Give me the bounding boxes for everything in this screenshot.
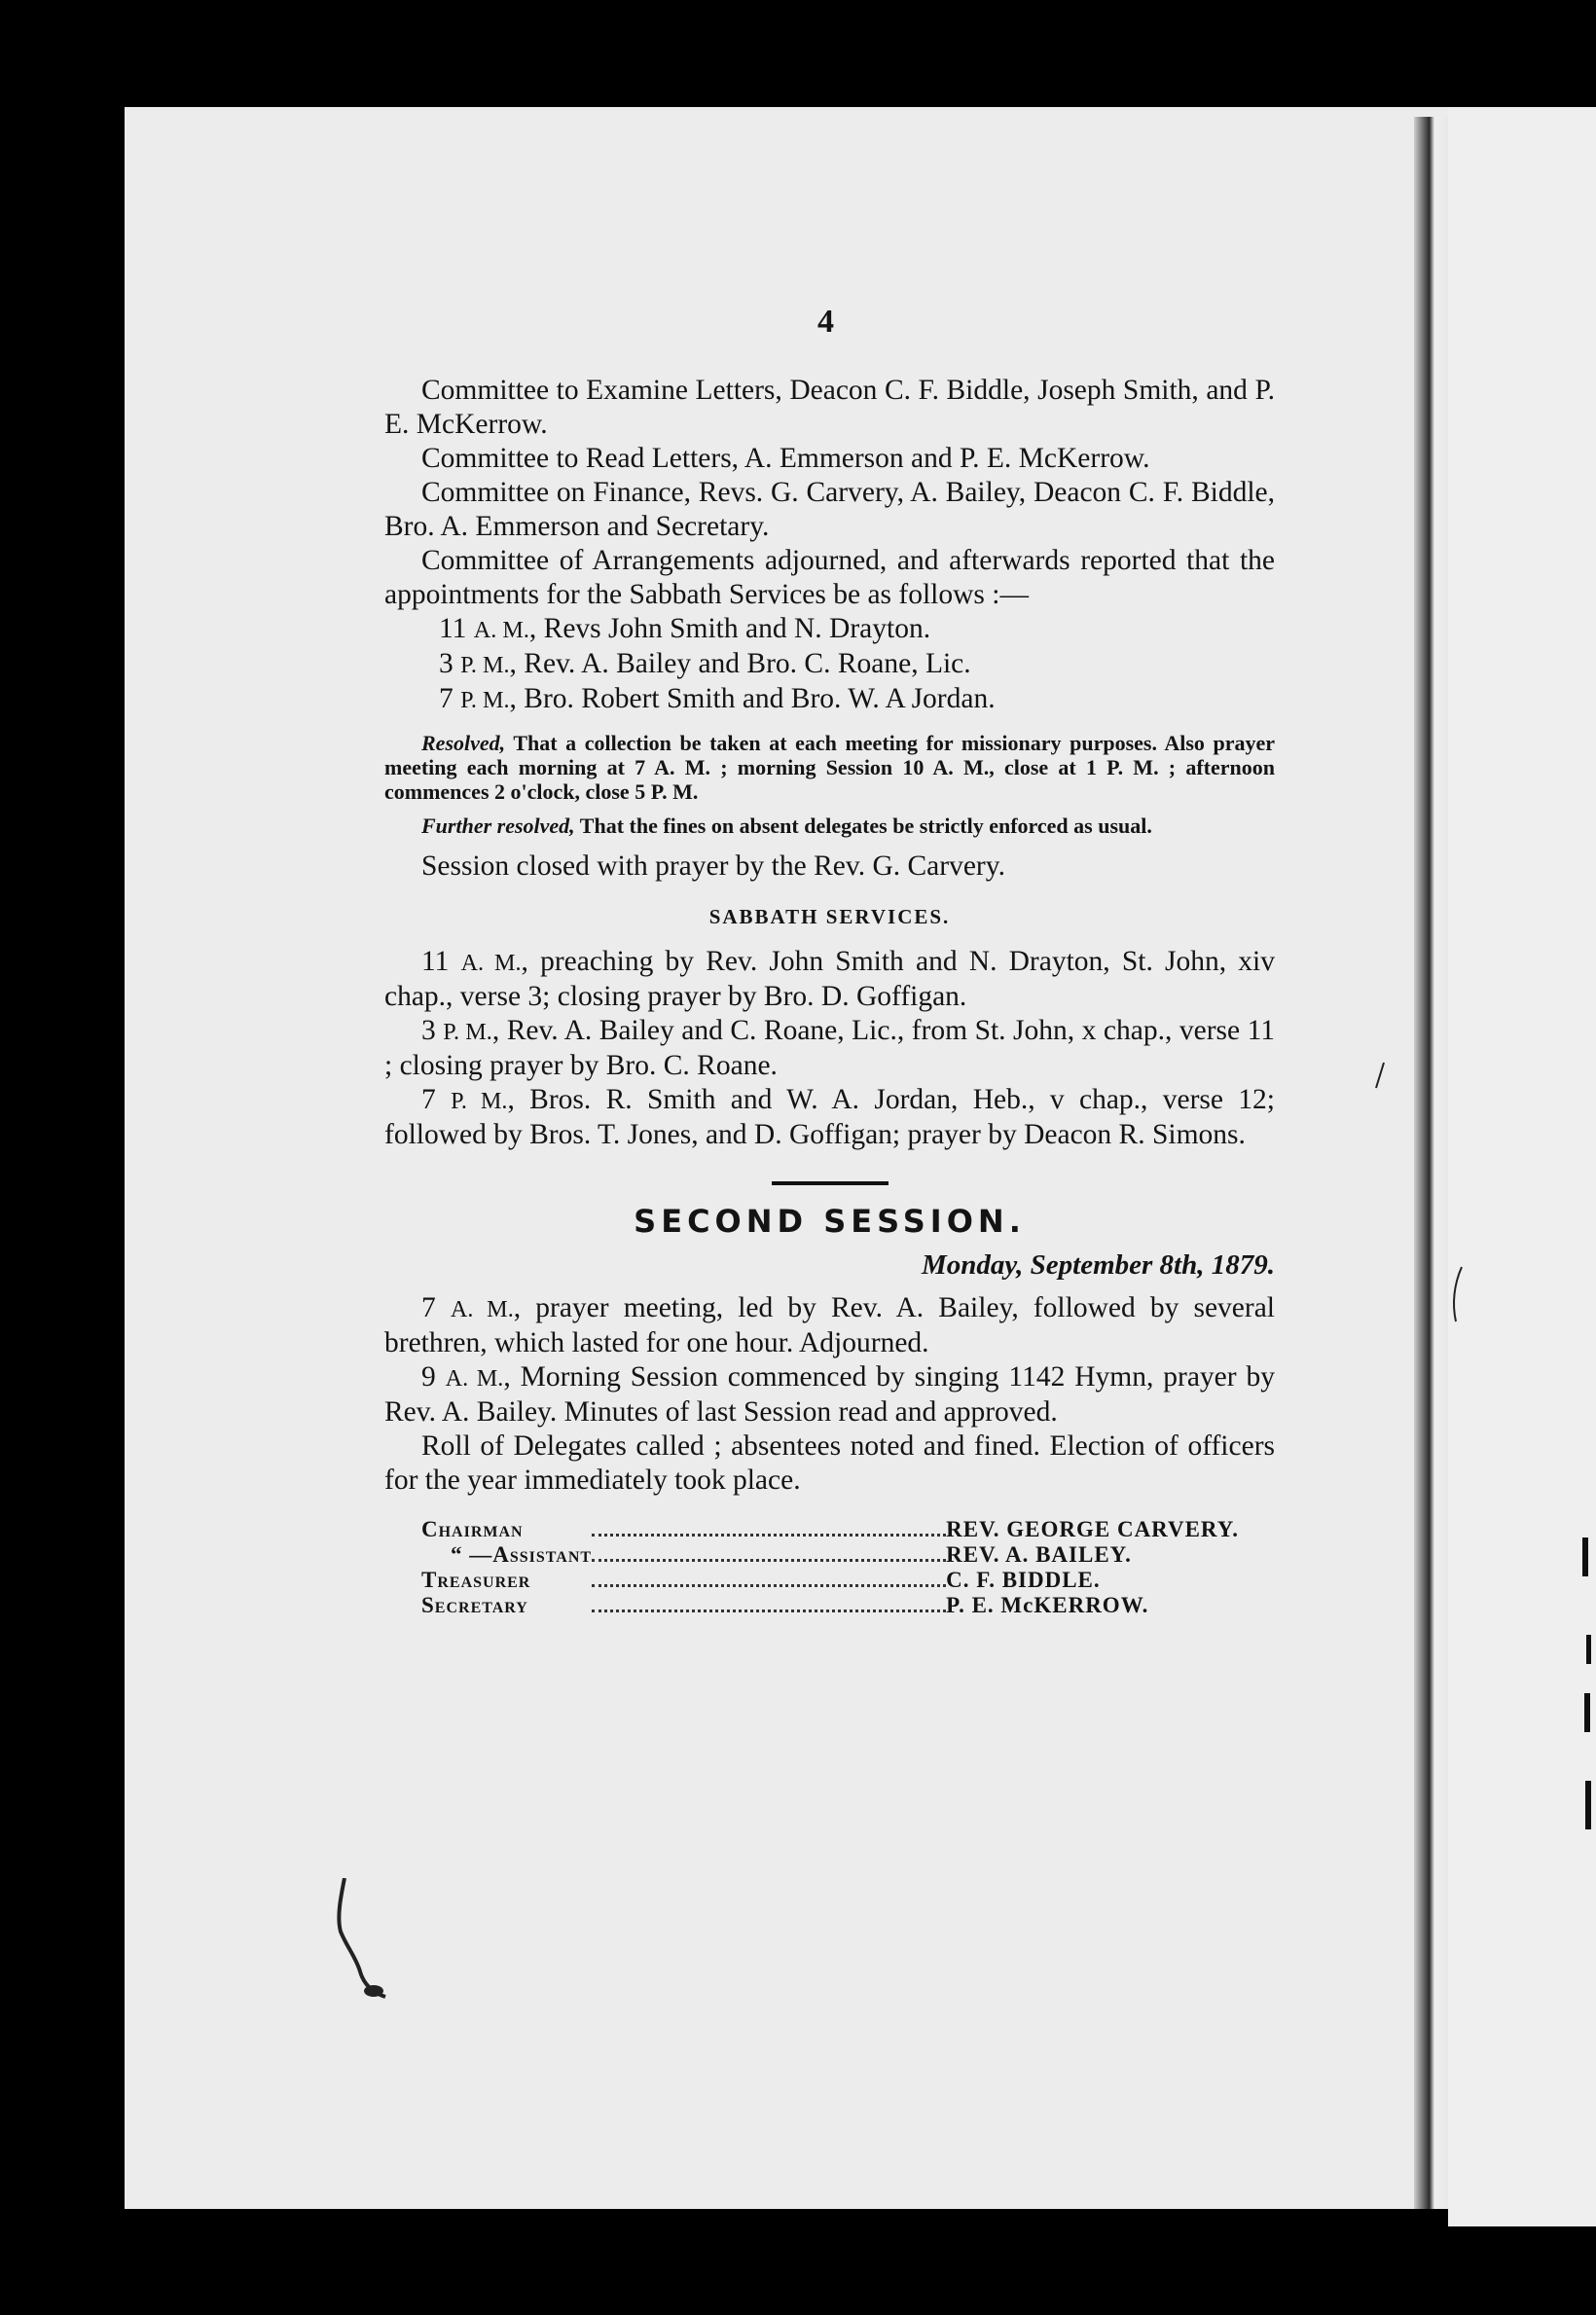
officer-row bbox=[421, 1517, 1239, 1542]
schedule-period: P. M. bbox=[460, 687, 510, 713]
committees-block bbox=[384, 374, 1275, 1618]
edge-speck bbox=[1584, 1693, 1590, 1732]
resolution-lead: Resolved, bbox=[421, 731, 506, 755]
officer-name: C. F. BIDDLE. bbox=[946, 1568, 1101, 1592]
leader-dots bbox=[592, 1517, 946, 1542]
resolution-text: That the fines on absent delegates be strictly enforced as usual. bbox=[574, 814, 1152, 838]
schedule-period: A. M. bbox=[473, 617, 529, 643]
lizard-ink-mark bbox=[331, 1878, 399, 2005]
page-fold bbox=[1414, 117, 1448, 2209]
sabbath-services-heading: SABBATH SERVICES. bbox=[708, 905, 951, 928]
leader-dots bbox=[592, 1568, 946, 1593]
sabbath-item bbox=[384, 945, 1275, 1014]
edge-speck bbox=[1582, 1537, 1588, 1576]
schedule-line bbox=[384, 647, 1275, 682]
schedule-text: , Revs John Smith and N. Drayton. bbox=[528, 613, 931, 644]
resolution-paragraph bbox=[384, 731, 1275, 804]
session-period: A. M. bbox=[450, 1296, 514, 1322]
session-date: Monday, September 8th, 1879. bbox=[921, 1249, 1275, 1281]
leader-dots bbox=[592, 1593, 946, 1618]
committee-paragraph: Committee to Read Letters, A. Emmerson and P. E. McKerrow. bbox=[421, 443, 1150, 474]
session-time: 9 bbox=[421, 1361, 436, 1393]
session-paragraph bbox=[384, 1360, 1275, 1429]
session-text: , Morning Session commenced by singing 1142 Hymn, prayer by Rev. A. Bailey. Minutes of last Session read and approved. bbox=[384, 1361, 1275, 1428]
roll-call-paragraph: Roll of Delegates called ; absentees noted and fined. Election of officers for the year immediately took place. bbox=[384, 1430, 1275, 1496]
officer-row bbox=[421, 1593, 1239, 1618]
committee-paragraph: Committee of Arrangements adjourned, and afterwards reported that the appointments for the Sabbath Services be as follows :— bbox=[384, 545, 1275, 610]
sabbath-item bbox=[384, 1083, 1275, 1152]
schedule-time: 7 bbox=[439, 683, 453, 714]
ink-tick-mark bbox=[1370, 1061, 1390, 1090]
sabbath-text: , preaching by Rev. John Smith and N. Drayton, St. John, xiv chap., verse 3; closing prayer by Bro. D. Goffigan. bbox=[384, 946, 1275, 1012]
schedule-line bbox=[384, 612, 1275, 647]
sabbath-period: P. M. bbox=[451, 1088, 508, 1114]
officer-name: REV. GEORGE CARVERY. bbox=[946, 1517, 1239, 1541]
leader-dots bbox=[592, 1542, 946, 1568]
session-time: 7 bbox=[421, 1292, 436, 1323]
sabbath-text: , Bros. R. Smith and W. A. Jordan, Heb., v chap., verse 12; followed by Bros. T. Jones, and D. Goffigan; prayer by Deacon R. Simons. bbox=[384, 1084, 1276, 1150]
sabbath-time: 3 bbox=[421, 1015, 436, 1046]
sabbath-time: 11 bbox=[421, 946, 450, 977]
committee-paragraph: Committee on Finance, Revs. G. Carvery, A. Bailey, Deacon C. F. Biddle, Bro. A. Emmerson and Secretary. bbox=[384, 477, 1275, 542]
officer-role: Treasurer bbox=[421, 1568, 531, 1592]
edge-speck bbox=[1585, 1781, 1591, 1829]
officer-name: REV. A. BAILEY. bbox=[946, 1542, 1132, 1567]
officer-role: Secretary bbox=[421, 1593, 528, 1617]
edge-speck bbox=[1586, 1635, 1591, 1664]
resolution-text: That a collection be taken at each meeting for missionary purposes. Also prayer meeting each morning at 7 A. M. ; morning Session 10 A. M., close at 1 P. M. ; afternoon commences 2 o'clock, close 5 P. M. bbox=[384, 731, 1275, 804]
adjacent-page-edge bbox=[1448, 107, 1596, 2226]
schedule-text: , Rev. A. Bailey and Bro. C. Roane, Lic. bbox=[509, 648, 971, 679]
page-number: 4 bbox=[817, 304, 834, 340]
officer-role: Chairman bbox=[421, 1517, 524, 1541]
session-paragraph bbox=[384, 1291, 1275, 1360]
schedule-line bbox=[384, 682, 1275, 717]
schedule-period: P. M. bbox=[460, 652, 510, 678]
ink-tick-mark bbox=[1448, 1265, 1468, 1323]
schedule-text: , Bro. Robert Smith and Bro. W. A Jordan. bbox=[509, 683, 996, 714]
officer-name: P. E. McKERROW. bbox=[946, 1593, 1149, 1617]
schedule-time: 11 bbox=[439, 613, 467, 644]
officer-row bbox=[421, 1568, 1239, 1593]
officers-table bbox=[421, 1517, 1239, 1618]
officer-role: “ —Assistant bbox=[451, 1542, 593, 1567]
schedule-time: 3 bbox=[439, 648, 453, 679]
sabbath-period: P. M. bbox=[443, 1019, 492, 1045]
committee-paragraph: Committee to Examine Letters, Deacon C. F. Biddle, Joseph Smith, and P. E. McKerrow. bbox=[384, 375, 1275, 440]
session-period: A. M. bbox=[445, 1365, 504, 1392]
session-closed-line: Session closed with prayer by the Rev. G. Carvery. bbox=[421, 850, 1005, 882]
session-text: , prayer meeting, led by Rev. A. Bailey, followed by several brethren, which lasted for one hour. Adjourned. bbox=[384, 1292, 1275, 1358]
resolution-paragraph bbox=[384, 814, 1275, 838]
sabbath-period: A. M. bbox=[460, 950, 522, 976]
sabbath-time: 7 bbox=[421, 1084, 436, 1115]
resolution-lead: Further resolved, bbox=[421, 814, 575, 838]
sabbath-text: , Rev. A. Bailey and C. Roane, Lic., from St. John, x chap., verse 11 ; closing prayer by Bro. C. Roane. bbox=[384, 1015, 1276, 1081]
sabbath-item bbox=[384, 1014, 1275, 1083]
officer-row bbox=[421, 1542, 1239, 1568]
second-session-heading: SECOND SESSION. bbox=[634, 1203, 1026, 1240]
